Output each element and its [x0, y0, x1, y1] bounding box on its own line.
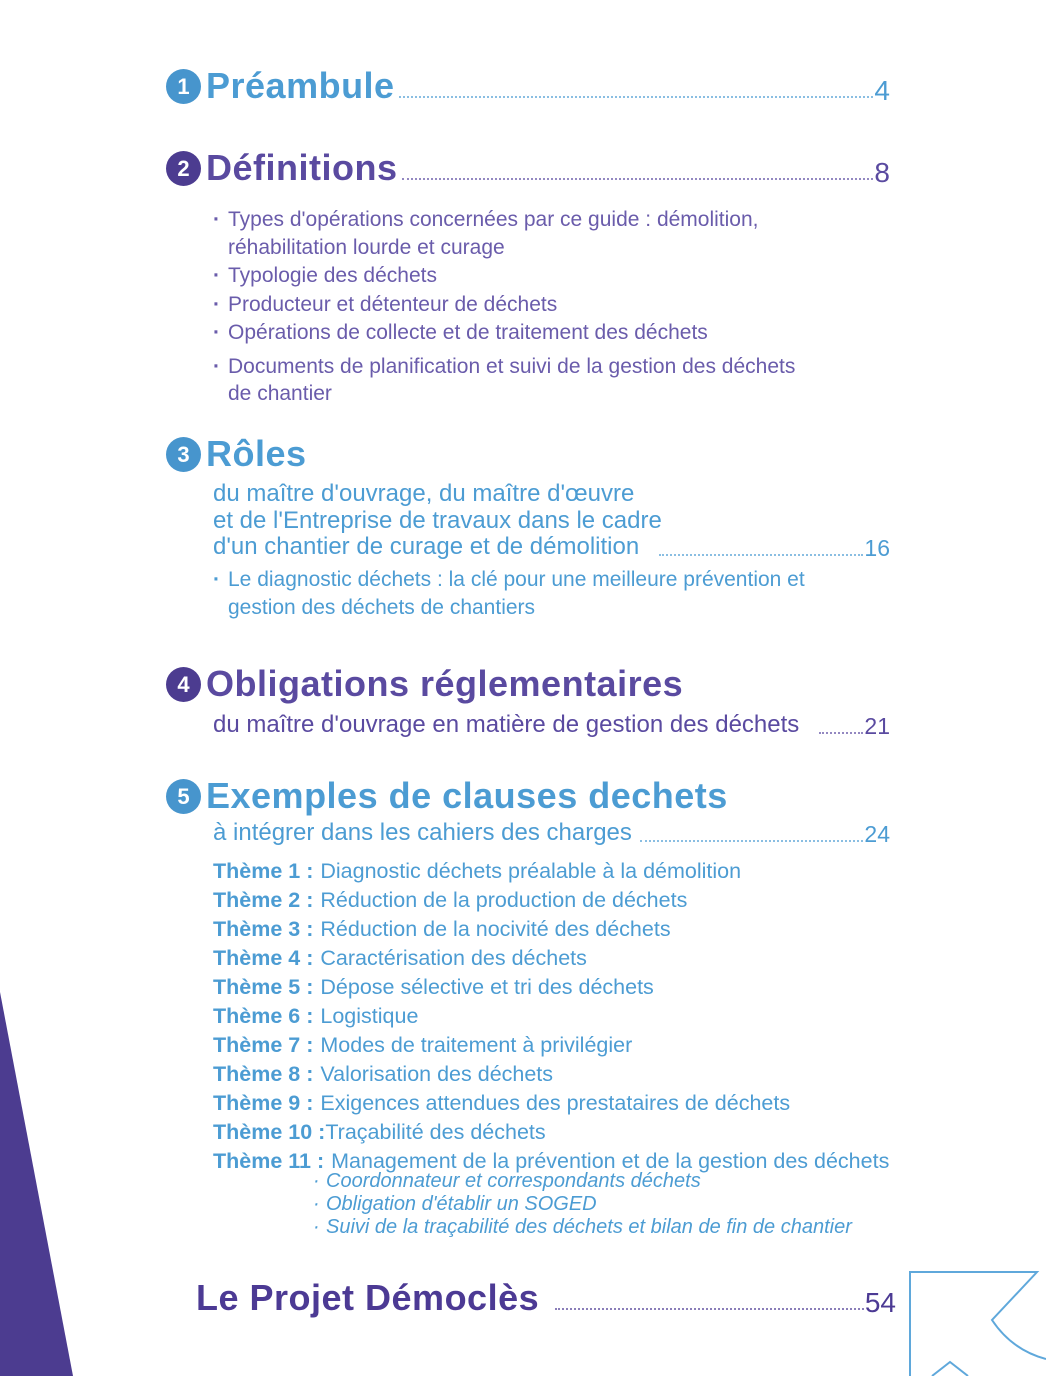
- theme-text: Valorisation des déchets: [320, 1062, 554, 1086]
- section-number-badge: 5: [166, 779, 201, 814]
- theme-label: Thème 10 :: [213, 1120, 326, 1144]
- page-number: 21: [864, 712, 890, 739]
- exemples-subtitle: [213, 820, 890, 847]
- theme-text: Management de la prévention et de la gestion des déchets: [331, 1149, 890, 1173]
- toc-entry-obligations-page[interactable]: [213, 712, 890, 739]
- page-number: 8: [874, 157, 890, 188]
- theme-item[interactable]: [213, 915, 903, 944]
- theme-label: Thème 8 :: [213, 1062, 314, 1086]
- dot-leader: [555, 1308, 864, 1310]
- theme-text: Modes de traitement à privilégier: [320, 1033, 633, 1057]
- toc-entry-projet-democles[interactable]: [196, 1278, 896, 1318]
- theme-item[interactable]: [213, 857, 903, 886]
- subbullet-item: · Suivi de la traçabilité des déchets et bilan de fin de chantier: [313, 1216, 903, 1239]
- theme-list: [213, 857, 903, 1176]
- theme-text: Réduction de la nocivité des déchets: [320, 917, 671, 941]
- democles-logo-outline-icon: [906, 1266, 1046, 1376]
- theme-item[interactable]: [213, 1118, 903, 1147]
- theme-item[interactable]: [213, 1060, 903, 1089]
- footer-entry-title: Le Projet Démoclès: [196, 1277, 540, 1318]
- section-title: Rôles: [206, 433, 307, 474]
- theme-text: Traçabilité des déchets: [325, 1120, 546, 1144]
- dot-leader: [640, 840, 864, 842]
- toc-footer-entry-wrap: [196, 1278, 896, 1318]
- toc-entry-obligations[interactable]: [166, 664, 890, 704]
- theme-item[interactable]: [213, 944, 903, 973]
- toc-entry-exemples-page[interactable]: [213, 820, 890, 847]
- theme-text: Logistique: [320, 1004, 419, 1028]
- theme-label: Thème 6 :: [213, 1004, 314, 1028]
- section-title: Exemples de clauses dechets: [206, 775, 728, 816]
- page-number: 54: [864, 1287, 896, 1318]
- theme-label: Thème 7 :: [213, 1033, 314, 1057]
- obligations-subtitle: [213, 712, 890, 739]
- theme-text: Exigences attendues des prestataires de déchets: [320, 1091, 791, 1115]
- subbullet-item: · Obligation d'établir un SOGED: [313, 1193, 903, 1216]
- dot-leader: [819, 732, 863, 734]
- roles-subtitle: [213, 481, 890, 561]
- theme-text: Réduction de la production de déchets: [320, 888, 688, 912]
- bullet-item: · Documents de planification et suivi de la gestion des déchets de chantier: [213, 353, 821, 408]
- theme-label: Thème 9 :: [213, 1091, 314, 1115]
- theme-item[interactable]: [213, 886, 903, 915]
- theme-label: Thème 5 :: [213, 975, 314, 999]
- toc-section-definitions: [166, 148, 890, 188]
- dot-leader: [659, 554, 863, 556]
- section-number-badge: 2: [166, 151, 201, 186]
- bullet-item: · Types d'opérations concernées par ce guide : démolition, réhabilitation lourde et curage: [213, 206, 821, 261]
- theme-item[interactable]: [213, 1089, 903, 1118]
- section-title: Définitions: [206, 147, 398, 188]
- subbullet-item: · Coordonnateur et correspondants déchets: [313, 1170, 903, 1193]
- section-title: Préambule: [206, 65, 395, 106]
- roles-bullet-list: [213, 566, 878, 622]
- toc-entry-exemples[interactable]: [166, 776, 890, 816]
- bullet-item: · Producteur et détenteur de déchets: [213, 291, 821, 319]
- theme-text: Caractérisation des déchets: [320, 946, 587, 970]
- theme-label: Thème 2 :: [213, 888, 314, 912]
- theme-label: Thème 11 :: [213, 1149, 325, 1173]
- dot-leader: [402, 178, 874, 180]
- theme-label: Thème 3 :: [213, 917, 314, 941]
- corner-triangle-decoration: [0, 992, 73, 1376]
- toc-section-obligations: [166, 664, 890, 704]
- section-title: Obligations réglementaires: [206, 663, 684, 704]
- bullet-item: · Typologie des déchets: [213, 262, 821, 290]
- dot-leader: [399, 96, 874, 98]
- page-number: 4: [874, 75, 890, 106]
- toc-entry-roles[interactable]: [166, 434, 890, 474]
- toc-section-preambule: [166, 66, 890, 106]
- toc-section-roles: [166, 434, 890, 474]
- subtitle-line: d'un chantier de curage et de démolition: [213, 533, 640, 560]
- toc-entry-definitions[interactable]: [166, 148, 890, 188]
- bullet-item: · Le diagnostic déchets : la clé pour une meilleure prévention et gestion des déchets de chantiers: [213, 566, 878, 621]
- toc-entry-roles-page[interactable]: [213, 534, 890, 561]
- theme11-subbullet-list: [313, 1170, 903, 1239]
- section-number-badge: 1: [166, 69, 201, 104]
- theme-item[interactable]: [213, 1031, 903, 1060]
- bullet-item: · Opérations de collecte et de traitement des déchets: [213, 319, 821, 347]
- subtitle-line: du maître d'ouvrage, du maître d'œuvre: [213, 480, 635, 507]
- subtitle-line: du maître d'ouvrage en matière de gestion des déchets: [213, 711, 800, 738]
- toc-section-exemples: [166, 776, 890, 816]
- definitions-bullet-list: [213, 206, 821, 409]
- theme-label: Thème 1 :: [213, 859, 314, 883]
- theme-text: Dépose sélective et tri des déchets: [320, 975, 654, 999]
- theme-text: Diagnostic déchets préalable à la démolition: [320, 859, 742, 883]
- section-number-badge: 3: [166, 437, 201, 472]
- page-number: 16: [864, 534, 890, 561]
- theme-label: Thème 4 :: [213, 946, 314, 970]
- page-number: 24: [864, 820, 890, 847]
- section-number-badge: 4: [166, 667, 201, 702]
- subtitle-line: à intégrer dans les cahiers des charges: [213, 819, 632, 846]
- theme-item[interactable]: [213, 973, 903, 1002]
- subtitle-line: et de l'Entreprise de travaux dans le cadre: [213, 506, 662, 534]
- theme-item[interactable]: [213, 1002, 903, 1031]
- toc-entry-preambule[interactable]: [166, 66, 890, 106]
